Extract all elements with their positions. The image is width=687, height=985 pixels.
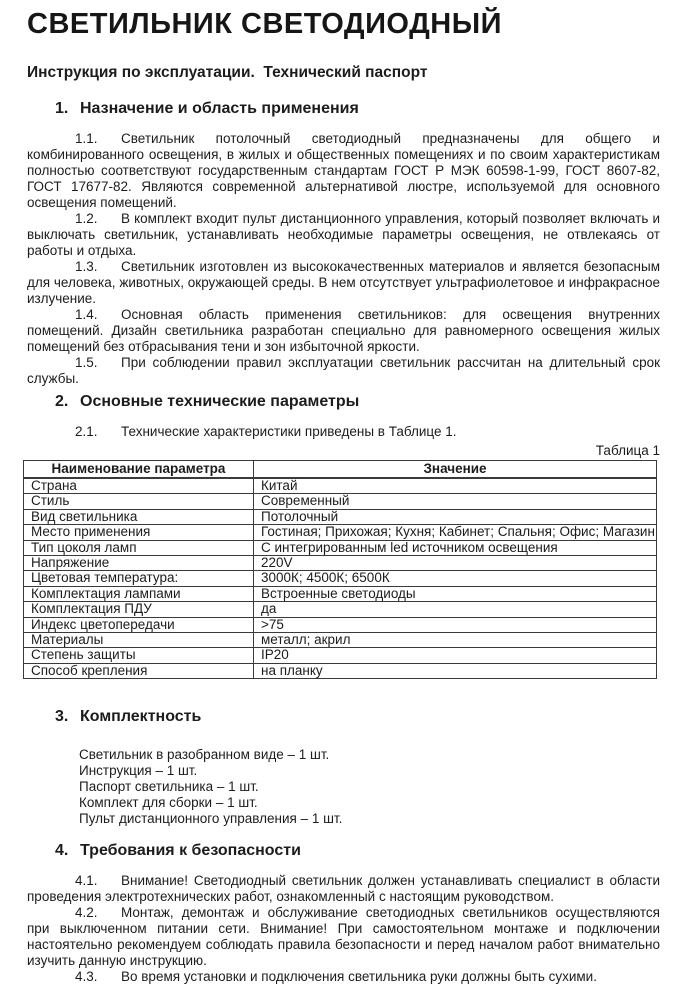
param-value: Современный — [254, 494, 657, 509]
section-number: 1. — [55, 100, 69, 117]
table-row — [24, 617, 657, 632]
list-item: Пульт дистанционного управления – 1 шт. — [79, 811, 343, 827]
param-name: Степень защиты — [24, 648, 254, 663]
paragraph-number: 1.3. — [75, 259, 98, 274]
table-header-parameter: Наименование параметра — [24, 461, 254, 479]
param-name: Напряжение — [24, 556, 254, 571]
paragraph-1-4 — [27, 307, 660, 355]
table-row — [24, 540, 657, 555]
param-name: Страна — [24, 478, 254, 494]
list-item: Комплект для сборки – 1 шт. — [79, 795, 258, 811]
param-value: >75 — [254, 617, 657, 632]
table-row — [24, 525, 657, 540]
table-row — [24, 556, 657, 571]
paragraph-number: 4.1. — [75, 873, 98, 889]
section-1-body — [27, 131, 660, 387]
paragraph-4-3 — [27, 969, 660, 985]
paragraph-text: В комплект входит пульт дистанционного управления, который позволяет включать и выключать светильник, устанавливать необходимые параметры освещения, не отвлекаясь от работы и отдыха. — [27, 211, 660, 258]
kit-contents-list — [27, 747, 660, 827]
spec-table — [23, 460, 657, 679]
paragraph-number: 1.2. — [75, 211, 98, 226]
param-name: Материалы — [24, 633, 254, 648]
list-item: Паспорт светильника – 1 шт. — [79, 779, 259, 795]
table-row — [24, 586, 657, 601]
section-number: 3. — [55, 708, 69, 726]
param-name: Вид светильника — [24, 509, 254, 524]
table-row — [24, 494, 657, 509]
paragraph-number: 4.3. — [75, 969, 98, 985]
table-row — [24, 663, 657, 678]
section-title: Требования к безопасности — [80, 842, 301, 860]
paragraph-number: 1.5. — [75, 355, 98, 370]
paragraph-1-5 — [27, 355, 660, 387]
paragraph-text: Основная область применения светильников: для освещения внутренних помещений. Дизайн светильника разработан специально для равномерного освещения жилых помещений без отбрасывания тени и зон избыточной яркости. — [27, 307, 660, 354]
param-value: С интегрированным led источником освещения — [254, 540, 657, 555]
paragraph-text: При соблюдении правил эксплуатации светильник рассчитан на длительный срок службы. — [27, 355, 660, 386]
list-item: Светильник в разобранном виде – 1 шт. — [79, 747, 330, 763]
param-value: да — [254, 602, 657, 617]
param-value: Гостиная; Прихожая; Кухня; Кабинет; Спальня; Офис; Магазин — [254, 525, 657, 540]
table-row — [24, 648, 657, 663]
param-value: 3000К; 4500К; 6500К — [254, 571, 657, 586]
table-row — [24, 571, 657, 586]
table-header-row — [24, 461, 657, 479]
param-value: 220V — [254, 556, 657, 571]
section-heading-1 — [55, 99, 660, 119]
section-title: Основные технические параметры — [80, 393, 360, 410]
param-name: Стиль — [24, 494, 254, 509]
section-heading-2 — [55, 392, 660, 412]
paragraph-text: Во время установки и подключения светильника руки должны быть сухими. — [121, 969, 597, 985]
document-subtitle: Инструкция по эксплуатации. Технический паспорт — [27, 64, 428, 81]
paragraph-number: 4.2. — [75, 905, 98, 921]
param-value: на планку — [254, 663, 657, 678]
section-title: Комплектность — [80, 708, 202, 726]
paragraph-2-1 — [27, 424, 660, 440]
param-value: Китай — [254, 478, 657, 494]
table-caption: Таблица 1 — [595, 443, 660, 458]
table-header-value: Значение — [254, 461, 657, 479]
section-number: 2. — [55, 393, 69, 410]
paragraph-1-2 — [27, 211, 660, 259]
paragraph-text: Светильник изготовлен из высококачественных материалов и является безопасным для человека, животных, окружающей среды. В нем отсутствует ультрафиолетовое и инфракрасное излучение. — [27, 259, 660, 306]
param-name: Тип цоколя ламп — [24, 540, 254, 555]
param-value: IP20 — [254, 648, 657, 663]
paragraph-text: Внимание! Светодиодный светильник должен устанавливать специалист в области проведения электротехнических работ, ознакомленный с настоящим руководством. — [27, 873, 660, 905]
param-value: Встроенные светодиоды — [254, 586, 657, 601]
paragraph-text: Монтаж, демонтаж и обслуживание светодиодных светильников осуществляются при выключенном питании сети. Внимание! При самостоятельном монтаже и подключении настоятельно рекомендуем соблюдать правила безопасности и перед началом работ внимательно изучить данную инструкцию. — [27, 905, 660, 969]
param-name: Комплектация ПДУ — [24, 602, 254, 617]
paragraph-number: 1.1. — [75, 131, 98, 146]
table-row — [24, 633, 657, 648]
section-2-body — [27, 424, 660, 440]
paragraph-text: Технические характеристики приведены в Таблице 1. — [121, 424, 457, 439]
param-name: Индекс цветопередачи — [24, 617, 254, 632]
paragraph-4-2 — [27, 905, 660, 969]
section-number: 4. — [55, 842, 69, 860]
paragraph-number: 1.4. — [75, 307, 98, 322]
paragraph-4-1 — [27, 873, 660, 905]
param-name: Место применения — [24, 525, 254, 540]
table-row — [24, 602, 657, 617]
param-name: Способ крепления — [24, 663, 254, 678]
param-name: Цветовая температура: — [24, 571, 254, 586]
section-4-body — [27, 873, 660, 985]
paragraph-1-3 — [27, 259, 660, 307]
list-item: Инструкция – 1 шт. — [79, 763, 198, 779]
paragraph-text: Светильник потолочный светодиодный предназначены для общего и комбинированного освещения, в жилых и общественных помещениях и по своим характеристикам полностью соответствуют государственным стандартам ГОСТ Р МЭК 60598-1-99, ГОСТ 8607-82, ГОСТ 17677-82. Являются современной альтернативой люстре, используемой для основного освещения помещений. — [27, 131, 660, 210]
table-row — [24, 509, 657, 524]
section-heading-3 — [55, 707, 660, 727]
param-name: Комплектация лампами — [24, 586, 254, 601]
section-title: Назначение и область применения — [80, 100, 359, 117]
paragraph-number: 2.1. — [75, 424, 98, 439]
table-row — [24, 478, 657, 494]
param-value: Потолочный — [254, 509, 657, 524]
paragraph-1-1 — [27, 131, 660, 211]
section-heading-4 — [55, 841, 660, 861]
page-title: СВЕТИЛЬНИК СВЕТОДИОДНЫЙ — [27, 8, 502, 40]
param-value: металл; акрил — [254, 633, 657, 648]
